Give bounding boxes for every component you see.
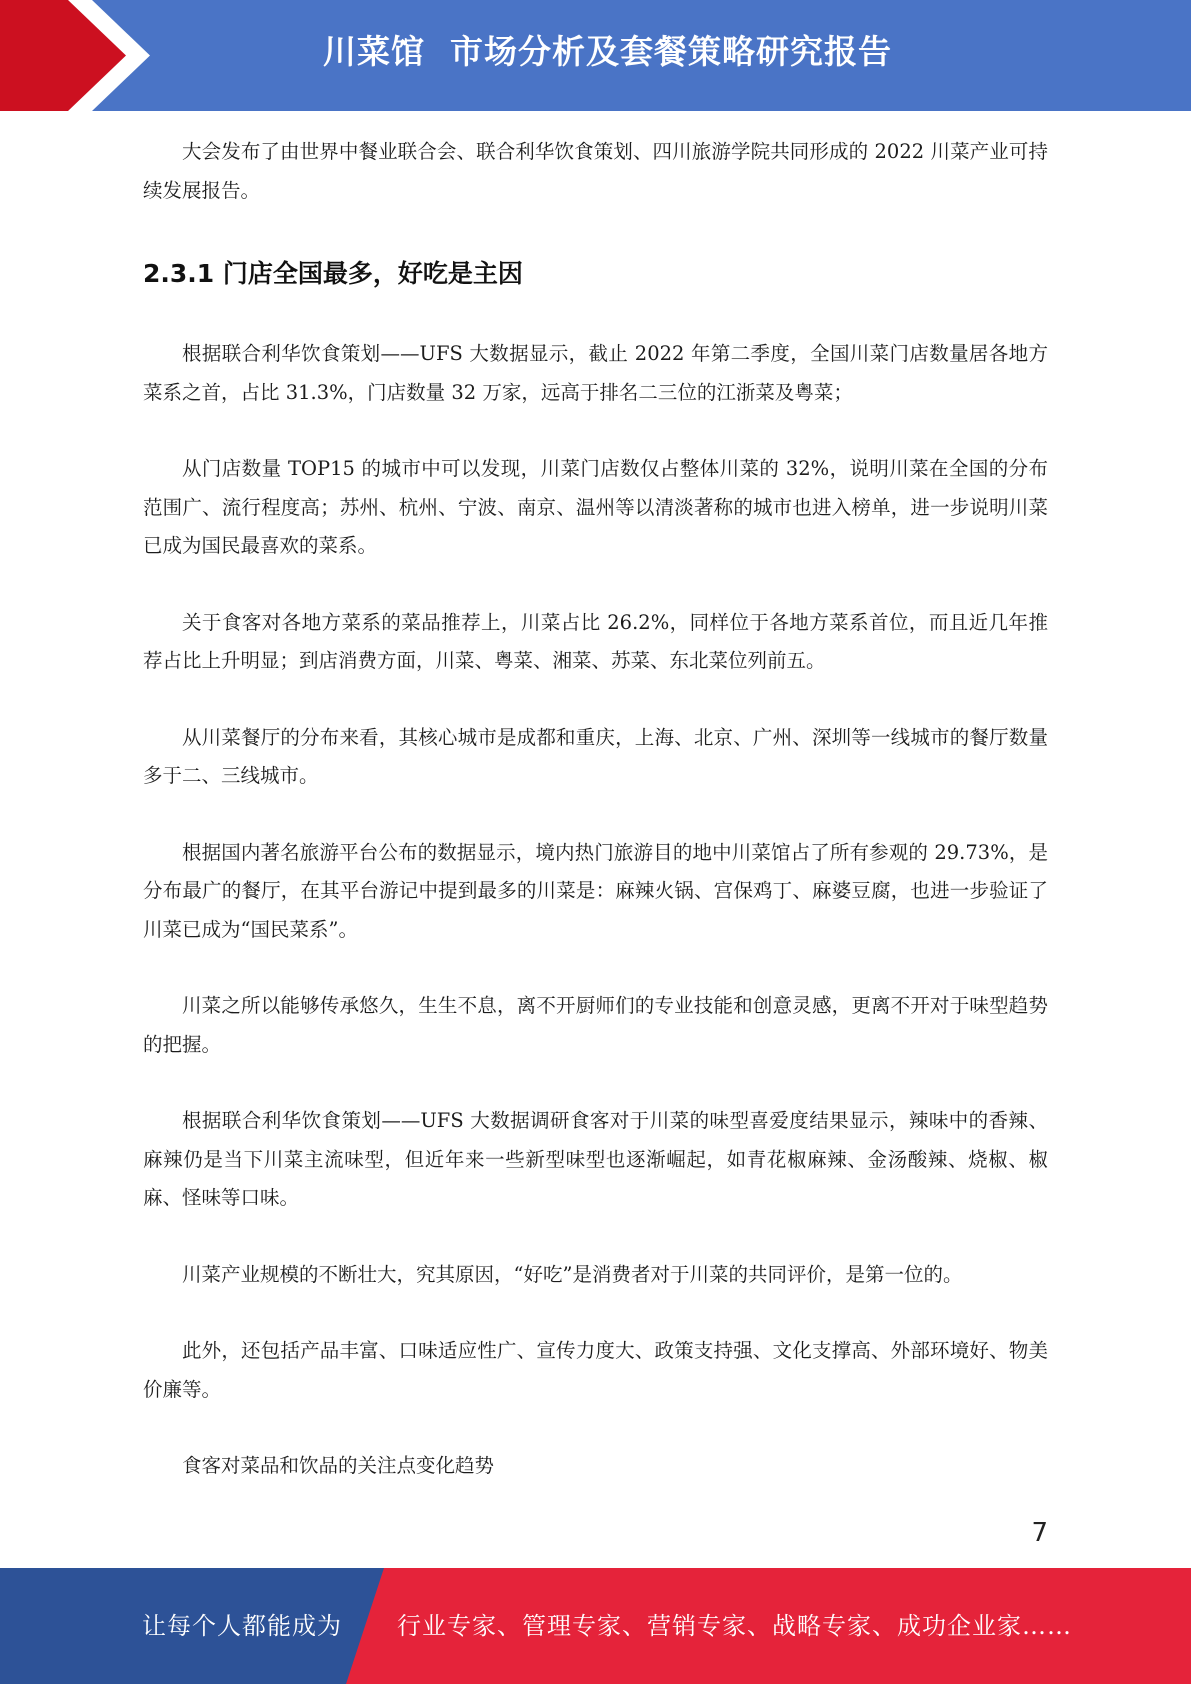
page-number: 7: [1031, 1518, 1048, 1548]
paragraph-recommendations: 关于食客对各地方菜系的菜品推荐上，川菜占比 26.2%，同样位于各地方菜系首位，而且近几年推荐占比上升明显；到店消费方面，川菜、粤菜、湘菜、苏菜、东北菜位列前五。: [143, 610, 1048, 672]
footer-slogan-left: 让每个人都能成为: [142, 1612, 342, 1640]
paragraph-flavor-trends: 根据联合利华饮食策划——UFS 大数据调研食客对于川菜的味型喜爱度结果显示，辣味中的香辣、麻辣仍是当下川菜主流味型，但近年来一些新型味型也逐渐崛起，如青花椒麻辣、金汤酸辣、烧椒、椒麻、怪味等口味。: [143, 1109, 1048, 1209]
paragraph-travel-platform: 根据国内著名旅游平台公布的数据显示，境内热门旅游目的地中川菜馆占了所有参观的 29.73%，是分布最广的餐厅，在其平台游记中提到最多的川菜是：麻辣火锅、宫保鸡丁、麻婆豆腐，也进一步验证了川菜已成为“国民菜系”。: [143, 840, 1048, 941]
paragraph-store-count: 根据联合利华饮食策划——UFS 大数据显示，截止 2022 年第二季度，全国川菜门店数量居各地方菜系之首，占比 31.3%，门店数量 32 万家，远高于排名二三位的江浙菜及粤菜；: [143, 342, 1048, 404]
paragraph-other-factors: 此外，还包括产品丰富、口味适应性广、宣传力度大、政策支持强、文化支撑高、外部环境好、物美价廉等。: [143, 1339, 1048, 1401]
paragraph-top15-cities: 从门店数量 TOP15 的城市中可以发现，川菜门店数仅占整体川菜的 32%，说明川菜在全国的分布范围广、流行程度高；苏州、杭州、宁波、南京、温州等以清淡著称的城市也进入榜单，进一步说明川菜已成为国民最喜欢的菜系。: [143, 457, 1048, 557]
paragraph-distribution: 从川菜餐厅的分布来看，其核心城市是成都和重庆，上海、北京、广州、深圳等一线城市的餐厅数量多于二、三线城市。: [143, 725, 1048, 787]
paragraph-heritage: 川菜之所以能够传承悠久，生生不息，离不开厨师们的专业技能和创意灵感，更离不开对于味型趋势的把握。: [143, 994, 1048, 1056]
footer-slogan-right: 行业专家、管理专家、营销专家、战略专家、成功企业家……: [397, 1612, 1072, 1640]
page-header: [0, 0, 1191, 111]
page-footer: [0, 1568, 1191, 1684]
paragraph-focus-trends: 食客对菜品和饮品的关注点变化趋势: [182, 1454, 495, 1477]
section-heading: 2.3.1 门店全国最多，好吃是主因: [143, 259, 523, 288]
paragraph-tasty-reason: 川菜产业规模的不断壮大，究其原因，“好吃”是消费者对于川菜的共同评价，是第一位的。: [182, 1262, 963, 1286]
document-body: [143, 133, 1048, 1486]
intro-paragraph: 大会发布了由世界中餐业联合会、联合利华饮食策划、四川旅游学院共同形成的 2022 川菜产业可持续发展报告。: [143, 140, 1048, 202]
report-title: 川菜馆 市场分析及套餐策略研究报告: [323, 32, 892, 71]
